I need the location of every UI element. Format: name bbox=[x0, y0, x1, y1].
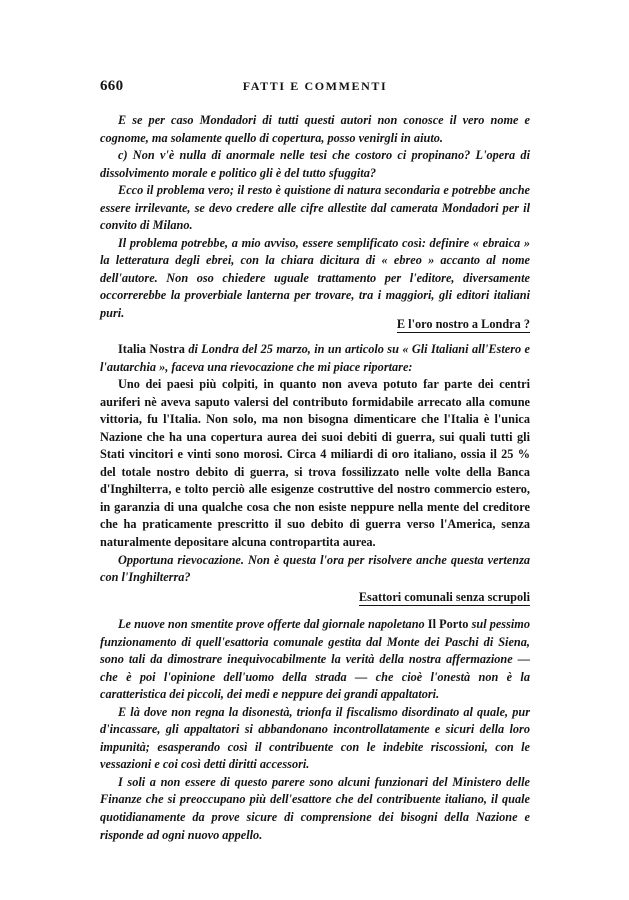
page-number: 660 bbox=[100, 78, 124, 94]
section-esattori bbox=[100, 616, 530, 844]
comment-paragraph: Opportuna rievocazione. Non è questa l'ora per risolvere anche questa vertenza con l'Inghilterra? bbox=[100, 552, 530, 585]
paragraph: c) Non v'è nulla di anormale nelle tesi che costoro ci propinano? L'opera di dissolvimento morale e politico gli è del tutto sfuggita? bbox=[100, 148, 530, 180]
newspaper-name: Italia Nostra bbox=[118, 342, 185, 356]
section-mondadori bbox=[100, 112, 530, 323]
heading-text: Esattori comunali senza scrupoli bbox=[358, 590, 530, 604]
newspaper-name: Il Porto bbox=[427, 617, 469, 631]
running-title: FATTI E COMMENTI bbox=[242, 79, 388, 93]
paragraph: E se per caso Mondadori di tutti questi autori non conosce il vero nome e cognome, ma solamente quello di copertura, posso venirgli in aiuto. bbox=[100, 113, 530, 145]
paragraph bbox=[100, 616, 530, 704]
paragraph-text: Le nuove non smentite prove offerte dal giornale napoletano bbox=[118, 617, 428, 631]
section-heading-oro bbox=[100, 315, 530, 333]
paragraph-text: sul pessimo funzionamento di quell'esattoria comunale gestita dal Monte dei Paschi di Siena, sono tali da dimostrare inequivocabilmente la verità della nostra affermazione — che è poi l'opinione dell'uomo della strada — che cioè l'onestà non è la caratteristica dei piccoli, dei medi e neppure dei grandi appaltatori. bbox=[100, 617, 531, 702]
paragraph: I soli a non essere di questo parere sono alcuni funzionari del Ministero delle Finanze che si preoccupano più dell'esattore che del contribuente italiano, il quale quotidianamente da prove sicure di comprensione dei bisogni della Nazione e risponde ad ogni nuovo appello. bbox=[100, 774, 530, 842]
intro-paragraph bbox=[100, 341, 530, 376]
running-header bbox=[100, 78, 530, 96]
section-oro-londra bbox=[100, 341, 530, 587]
heading-text: E l'oro nostro a Londra ? bbox=[396, 317, 530, 331]
paragraph: Ecco il problema vero; il resto è quistione di natura secondaria e potrebbe anche essere irrilevante, se devo credere alle cifre allestite dal camerata Mondadori per il convito di Milano. bbox=[100, 183, 530, 233]
intro-text: di Londra del 25 marzo, in un articolo su « Gli Italiani all'Estero e l'autarchia », faceva una rievocazione che mi piace riportare: bbox=[100, 342, 530, 374]
paragraph: E là dove non regna la disonestà, trionfa il fiscalismo disordinato al quale, pur d'incassare, gli appaltatori si abbandonano incontrollatamente e sicuri della loro impunità; esasperando così il contribuente con le indebite riscossioni, con le vessazioni e coi così detti diritti accessori. bbox=[100, 704, 530, 772]
quoted-paragraph: Uno dei paesi più colpiti, in quanto non aveva potuto far parte dei centri auriferi nè aveva saputo valersi del contributo formidabile arrecato alla comune vittoria, fu l'Italia. Non solo, ma non bisogna dimenticare che l'Italia è l'unica Nazione che ha una copertura aurea dei suoi debiti di guerra, sui quali tutti gli Stati vincitori e vinti sono morosi. Circa 4 miliardi di oro italiano, ossia il 25 % del totale nostro debito di guerra, si trova fossilizzato nelle volte della Banca d'Inghilterra, e tolto perciò alle esigenze costruttive del nostro commercio estero, in garanzia di una qualche cosa che non esiste neppure nella mente del creditore che ha praticamente prescritto il suo debito di guerra verso l'America, senza naturalmente depositare alcuna contropartita aurea. bbox=[100, 377, 530, 550]
paragraph: Il problema potrebbe, a mio avviso, essere semplificato così: definire « ebraica » la letteratura degli ebrei, con la chiara dicitura di « ebreo » accanto al nome dell'autore. Non oso chiedere uguale trattamento per l'editore, diversamente occorrerebbe la proverbiale lanterna per trovare, tra i maggiori, gli editori italiani puri. bbox=[100, 235, 530, 321]
section-heading-esattori bbox=[100, 588, 530, 606]
